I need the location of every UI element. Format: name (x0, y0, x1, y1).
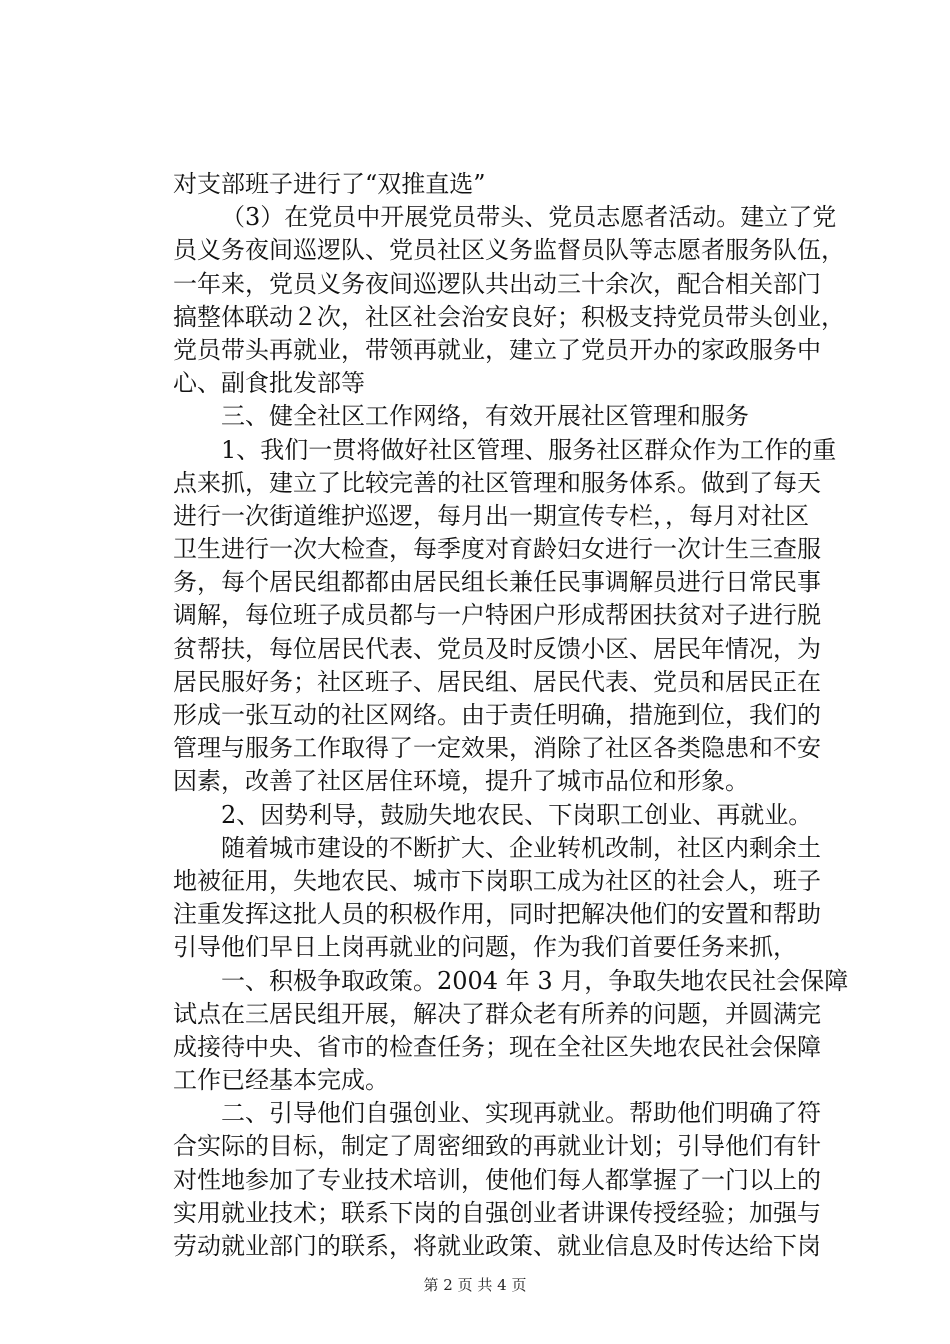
text-line: 试点在三居民组开展，解决了群众老有所养的问题，并圆满完 (173, 999, 821, 1028)
text-line: 1、我们一贯将做好社区管理、服务社区群众作为工作的重 (221, 435, 837, 464)
text-line: 一、积极争取政策。2004 年 3 月，争取失地农民社会保障 (221, 966, 849, 995)
text-line: 因素，改善了社区居住环境，提升了城市品位和形象。 (173, 767, 749, 796)
text-line: 对支部班子进行了“双推直选” (173, 170, 486, 198)
text-line: 卫生进行一次大检查，每季度对育龄妇女进行一次计生三查服 (173, 535, 821, 564)
text-line: 一年来，党员义务夜间巡逻队共出动三十余次，配合相关部门 (173, 269, 821, 298)
section-heading: 三、健全社区工作网络，有效开展社区管理和服务 (221, 402, 749, 431)
text-line: 管理与服务工作取得了一定效果，消除了社区各类隐患和不安 (173, 734, 821, 763)
text-line: 点来抓，建立了比较完善的社区管理和服务体系。做到了每天 (173, 468, 821, 497)
text-line: 合实际的目标，制定了周密细致的再就业计划；引导他们有针 (173, 1132, 821, 1161)
text-line: 成接待中央、省市的检查任务；现在全社区失地农民社会保障 (173, 1032, 821, 1061)
text-line: 形成一张互动的社区网络。由于责任明确，措施到位，我们的 (173, 701, 821, 729)
text-line: 地被征用，失地农民、城市下岗职工成为社区的社会人，班子 (173, 866, 821, 895)
text-line: 搞整体联动２次，社区社会治安良好；积极支持党员带头创业， (173, 302, 845, 331)
text-line: 引导他们早日上岗再就业的问题，作为我们首要任务来抓， (173, 933, 797, 962)
text-line: 务，每个居民组都都由居民组长兼任民事调解员进行日常民事 (173, 568, 821, 597)
text-line: 劳动就业部门的联系，将就业政策、就业信息及时传达给下岗 (173, 1232, 821, 1260)
text-line: 员义务夜间巡逻队、党员社区义务监督员队等志愿者服务队伍， (173, 236, 845, 265)
text-line: 调解，每位班子成员都与一户特困户形成帮困扶贫对子进行脱 (173, 601, 821, 630)
text-line: 工作已经基本完成。 (173, 1066, 389, 1095)
text-line: （3）在党员中开展党员带头、党员志愿者活动。建立了党 (221, 203, 837, 232)
text-line: 注重发挥这批人员的积极作用，同时把解决他们的安置和帮助 (173, 900, 821, 929)
text-line: 对性地参加了专业技术培训，使他们每人都掌握了一门以上的 (173, 1165, 821, 1194)
text-line: 贫帮扶，每位居民代表、党员及时反馈小区、居民年情况，为 (173, 634, 821, 663)
text-line: 随着城市建设的不断扩大、企业转机改制，社区内剩余土 (221, 833, 821, 862)
text-line: 居民服好务；社区班子、居民组、居民代表、党员和居民正在 (173, 667, 821, 696)
text-line: 实用就业技术；联系下岗的自强创业者讲课传授经验；加强与 (173, 1198, 821, 1227)
text-line: 二、引导他们自强创业、实现再就业。帮助他们明确了符 (221, 1099, 821, 1128)
body-text (173, 168, 849, 1263)
text-line: 进行一次街道维护巡逻，每月出一期宣传专栏，，每月对社区 (173, 501, 809, 530)
page-number-footer: 第 2 页 共 4 页 (423, 1276, 527, 1294)
text-line: 2、因势利导，鼓励失地农民、下岗职工创业、再就业。 (221, 800, 813, 829)
text-line: 党员带头再就业，带领再就业，建立了党员开办的家政服务中 (173, 335, 821, 364)
text-line: 心、副食批发部等 (173, 369, 365, 398)
